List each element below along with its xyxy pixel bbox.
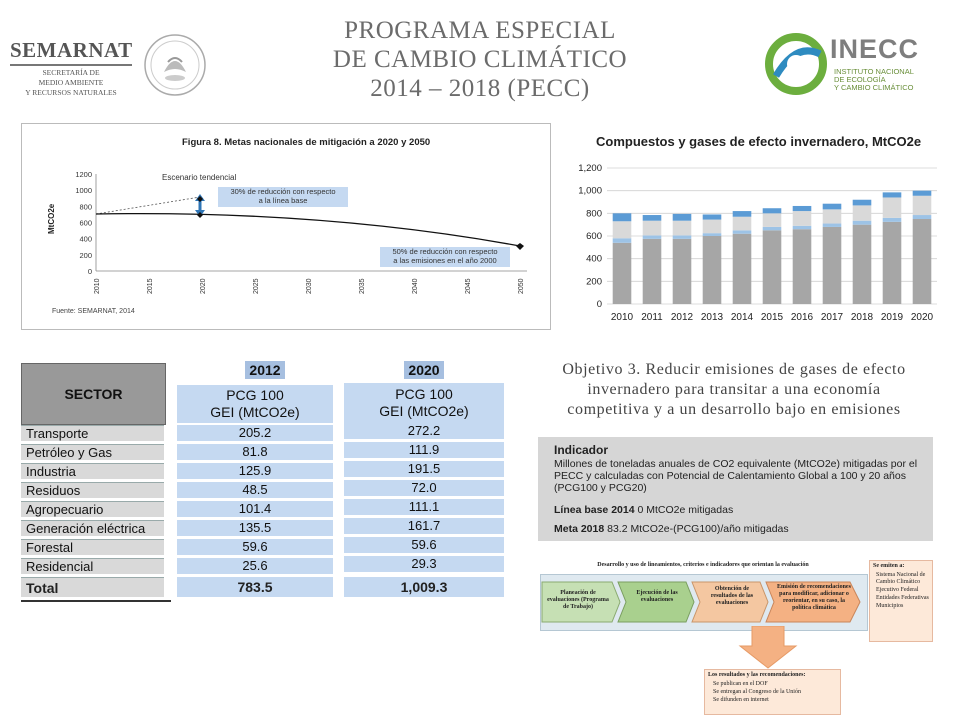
- side-item: Municipios: [876, 603, 904, 609]
- x-tick-label: 2010: [610, 312, 634, 323]
- inecc-sub-1: INSTITUTO NACIONAL: [834, 67, 914, 76]
- bar-segment-2018-s4: [853, 200, 872, 206]
- bar-segment-2015-s4: [763, 208, 782, 213]
- bar-segment-2020-s3: [913, 196, 932, 215]
- objective-line-2: invernadero para transitar a una economía: [587, 381, 881, 398]
- emissions-bar-chart: [565, 158, 945, 330]
- bar-segment-2013-s3: [703, 220, 722, 234]
- figure-8-x-tick: 2020: [200, 278, 207, 294]
- bar-segment-2016-s3: [793, 211, 812, 226]
- bar-segment-2016-s2: [793, 226, 812, 229]
- figure-8-chart: [22, 124, 550, 329]
- bar-segment-2015-s1: [763, 230, 782, 304]
- value-2020: 59.6: [344, 537, 504, 553]
- indicator-title: Indicador: [554, 443, 609, 457]
- figure-8-panel: [21, 123, 551, 330]
- semarnat-subtitle: [10, 68, 132, 98]
- flow-step-1: Planeación de evaluaciones (Programa de Trabajo): [547, 590, 609, 610]
- x-tick-label: 2012: [670, 312, 694, 323]
- semarnat-divider: [10, 64, 132, 66]
- semarnat-logo: [6, 30, 206, 100]
- bar-segment-2020-s1: [913, 219, 932, 304]
- sector-name: Industria: [21, 463, 164, 479]
- bar-segment-2019-s3: [883, 197, 902, 217]
- figure-8-x-tick: 2035: [359, 278, 366, 294]
- bar-segment-2017-s1: [823, 227, 842, 304]
- figure-8-y-tick: 1000: [75, 186, 92, 196]
- indicator-box: [538, 437, 933, 541]
- bar-segment-2012-s2: [673, 235, 692, 238]
- bottom-items: [705, 681, 840, 705]
- note-2020-line-1: 30% de reducción con respecto: [230, 187, 336, 196]
- value-2012: 125.9: [177, 463, 333, 479]
- bar-segment-2011-s2: [643, 235, 662, 238]
- figure-8-y-tick: 200: [79, 250, 92, 260]
- flow-step-3: Obtención de resultados de las evaluaciones: [710, 586, 754, 606]
- side-items: [870, 572, 932, 611]
- bar-segment-2014-s4: [733, 211, 752, 217]
- goal-value: 83.2 MtCO2e-(PCG100)/año mitigadas: [607, 523, 789, 535]
- evaluation-flow-diagram: [538, 556, 933, 716]
- bar-segment-2015-s3: [763, 213, 782, 227]
- inecc-logo: [764, 30, 954, 100]
- value-2012: 25.6: [177, 558, 333, 574]
- inecc-subtitle: [834, 68, 914, 92]
- figure-8-y-tick: 600: [79, 218, 92, 228]
- semarnat-name: SEMARNAT: [10, 38, 133, 62]
- value-2020: 161.7: [344, 518, 504, 534]
- sector-name: Residuos: [21, 482, 164, 498]
- year-2012-label: 2012: [245, 361, 285, 379]
- title-line-1: PROGRAMA ESPECIAL: [344, 17, 616, 44]
- bar-segment-2016-s4: [793, 206, 812, 211]
- value-2020: 29.3: [344, 556, 504, 572]
- semarnat-sub-1: SECRETARÍA DE: [42, 68, 100, 77]
- figure-8-y-tick: 400: [79, 234, 92, 244]
- scenario-label: Escenario tendencial: [162, 173, 237, 182]
- bar-segment-2012-s4: [673, 214, 692, 221]
- bar-segment-2013-s1: [703, 236, 722, 304]
- bar-segment-2015-s2: [763, 227, 782, 230]
- value-2012: 135.5: [177, 520, 333, 536]
- indicator-goal: [554, 523, 789, 535]
- note-2020: [218, 187, 348, 207]
- bottom-item: Se publican en el DOF: [713, 681, 768, 687]
- bar-segment-2014-s3: [733, 217, 752, 231]
- pcg-2020-line-2: GEI (MtCO2e): [379, 403, 469, 419]
- down-arrow-icon: [738, 626, 798, 670]
- sector-name: Petróleo y Gas: [21, 444, 164, 460]
- inecc-sub-3: Y CAMBIO CLIMÁTICO: [834, 83, 914, 92]
- total-label: Total: [21, 577, 164, 597]
- bar-segment-2012-s3: [673, 221, 692, 236]
- y-tick-label: 800: [586, 208, 602, 220]
- indicator-description: Millones de toneladas anuales de CO2 equivalente (MtCO2e) mitigadas por el PECC y calculadas con Potencial de Calentamiento Global a 100 y 20 años (PCG100 y PCG20): [554, 458, 918, 494]
- semarnat-sub-2: MEDIO AMBIENTE: [38, 78, 104, 87]
- total-underline: [21, 600, 171, 602]
- value-2012: 205.2: [177, 425, 333, 441]
- baseline-label: Línea base 2014: [554, 504, 635, 516]
- value-2012: 59.6: [177, 539, 333, 555]
- title-line-2: DE CAMBIO CLIMÁTICO: [332, 46, 628, 73]
- flow-step-2: Ejecución de las evaluaciones: [636, 590, 678, 603]
- bar-segment-2019-s2: [883, 218, 902, 222]
- bar-segment-2010-s2: [613, 238, 632, 243]
- figure-8-source: Fuente: SEMARNAT, 2014: [52, 308, 135, 315]
- sector-name: Transporte: [21, 425, 164, 441]
- note-2020-line-2: a la línea base: [258, 196, 308, 205]
- x-tick-label: 2016: [790, 312, 814, 323]
- figure-8-x-tick: 2010: [94, 278, 101, 294]
- bar-segment-2017-s2: [823, 224, 842, 227]
- sector-header: [21, 363, 166, 425]
- value-2020: 272.2: [344, 423, 504, 439]
- bar-segment-2011-s4: [643, 215, 662, 221]
- pcg-header-2020: [344, 383, 504, 423]
- bar-segment-2010-s1: [613, 243, 632, 304]
- title-line-3: 2014 – 2018 (PECC): [370, 75, 590, 102]
- flow-header: Desarrollo y uso de lineamientos, criterios e indicadores que orientan la evaluación: [597, 562, 809, 568]
- scenario-dashed-line: [96, 197, 200, 214]
- sector-header-label: SECTOR: [64, 386, 123, 402]
- figure-8-x-tick: 2015: [147, 278, 154, 294]
- bar-chart-title: Compuestos y gases de efecto invernadero, MtCO2e: [596, 134, 922, 149]
- x-tick-label: 2011: [641, 312, 663, 323]
- indicator-baseline: [554, 504, 733, 516]
- inecc-leaf-icon: [764, 32, 828, 96]
- marker-2050: [516, 243, 524, 250]
- objective-line-1: Objetivo 3. Reducir emisiones de gases de efecto: [562, 361, 906, 378]
- sector-name: Agropecuario: [21, 501, 164, 517]
- value-2020: 111.9: [344, 442, 504, 458]
- side-item: Entidades Federativas: [876, 595, 929, 601]
- figure-8-y-label: MtCO2e: [47, 203, 56, 234]
- bar-segment-2018-s3: [853, 205, 872, 220]
- flow-side-box: [869, 560, 933, 642]
- inecc-name: INECC: [830, 34, 920, 64]
- pcg-2012-line-2: GEI (MtCO2e): [210, 404, 300, 420]
- x-tick-label: 2014: [730, 312, 754, 323]
- bar-segment-2014-s1: [733, 234, 752, 304]
- bar-segment-2017-s4: [823, 204, 842, 210]
- figure-8-title: Figura 8. Metas nacionales de mitigación a 2020 y 2050: [182, 137, 431, 148]
- x-tick-label: 2018: [850, 312, 874, 323]
- x-tick-label: 2020: [910, 312, 934, 323]
- bar-segment-2011-s1: [643, 239, 662, 304]
- pcg-2020-line-1: PCG 100: [395, 386, 453, 402]
- y-tick-label: 400: [586, 253, 602, 265]
- objective-line-3: competitiva y a un desarrollo bajo en emisiones: [567, 401, 901, 418]
- year-2020-label: 2020: [404, 361, 444, 379]
- figure-8-x-tick: 2050: [518, 278, 525, 294]
- bar-segment-2016-s1: [793, 229, 812, 304]
- bar-segment-2013-s4: [703, 214, 722, 219]
- value-2012: 81.8: [177, 444, 333, 460]
- value-2020: 72.0: [344, 480, 504, 496]
- pcg-header-2012: [177, 385, 333, 423]
- page-title: [250, 16, 710, 103]
- figure-8-x-tick: 2040: [412, 278, 419, 294]
- value-2020: 191.5: [344, 461, 504, 477]
- mitigation-curve: [96, 214, 520, 246]
- y-tick-label: 600: [586, 231, 602, 242]
- note-2050-line-1: 50% de reducción con respecto: [392, 247, 498, 256]
- side-title: Se emiten a:: [873, 563, 905, 569]
- y-tick-label: 1,000: [578, 185, 602, 197]
- figure-8-x-tick: 2045: [465, 278, 472, 294]
- semarnat-sub-3: Y RECURSOS NATURALES: [25, 88, 117, 97]
- pcg-2012-line-1: PCG 100: [226, 387, 284, 403]
- bar-segment-2018-s2: [853, 221, 872, 225]
- figure-8-x-tick: 2030: [306, 278, 313, 294]
- bottom-item: Se difunden en internet: [713, 697, 769, 703]
- x-tick-label: 2019: [880, 312, 904, 323]
- bottom-title: Los resultados y las recomendaciones:: [708, 672, 806, 678]
- bar-segment-2020-s2: [913, 215, 932, 219]
- bar-segment-2013-s2: [703, 233, 722, 236]
- bar-segment-2014-s2: [733, 230, 752, 233]
- marker-2020-top: [197, 196, 203, 202]
- total-2012: 783.5: [177, 577, 333, 597]
- baseline-value: 0 MtCO2e mitigadas: [637, 504, 734, 516]
- y-tick-label: 1,200: [578, 163, 602, 174]
- sector-name: Residencial: [21, 558, 164, 574]
- side-item: Ejecutivo Federal: [876, 587, 919, 593]
- flow-step-4: Emisión de recomendaciones para modificar, adicionar o reorientar, en su caso, la política climática: [777, 584, 851, 611]
- figure-8-y-tick: 1200: [75, 170, 92, 179]
- bar-segment-2019-s1: [883, 222, 902, 304]
- bar-segment-2010-s3: [613, 221, 632, 238]
- sector-name: Generación eléctrica: [21, 520, 164, 536]
- figure-8-y-tick: 0: [87, 267, 92, 276]
- total-2020: 1,009.3: [344, 577, 504, 597]
- value-2012: 101.4: [177, 501, 333, 517]
- side-item: Sistema Nacional de Cambio Climático: [876, 572, 926, 585]
- bar-segment-2012-s1: [673, 239, 692, 304]
- bar-segment-2011-s3: [643, 221, 662, 236]
- value-2020: 111.1: [344, 499, 504, 515]
- note-2050: [380, 247, 510, 267]
- figure-8-x-tick: 2025: [253, 278, 260, 294]
- bar-segment-2017-s3: [823, 209, 842, 223]
- y-tick-label: 0: [596, 299, 602, 310]
- mexico-seal-icon: [142, 32, 208, 98]
- bar-segment-2010-s4: [613, 213, 632, 221]
- objective-3: [525, 360, 943, 420]
- sector-name: Forestal: [21, 539, 164, 555]
- figure-8-y-tick: 800: [79, 202, 92, 212]
- y-tick-label: 200: [586, 276, 602, 288]
- bar-segment-2020-s4: [913, 191, 932, 196]
- flow-bottom-box: [704, 669, 841, 715]
- goal-label: Meta 2018: [554, 523, 605, 535]
- bar-segment-2019-s4: [883, 192, 902, 197]
- inecc-sub-2: DE ECOLOGÍA: [834, 75, 886, 84]
- bottom-item: Se entregan al Congreso de la Unión: [713, 689, 801, 695]
- x-tick-label: 2017: [820, 312, 844, 323]
- value-2012: 48.5: [177, 482, 333, 498]
- bar-segment-2018-s1: [853, 225, 872, 304]
- x-tick-label: 2013: [700, 312, 724, 323]
- note-2050-line-2: a las emisiones en el año 2000: [393, 256, 497, 265]
- x-tick-label: 2015: [760, 312, 784, 323]
